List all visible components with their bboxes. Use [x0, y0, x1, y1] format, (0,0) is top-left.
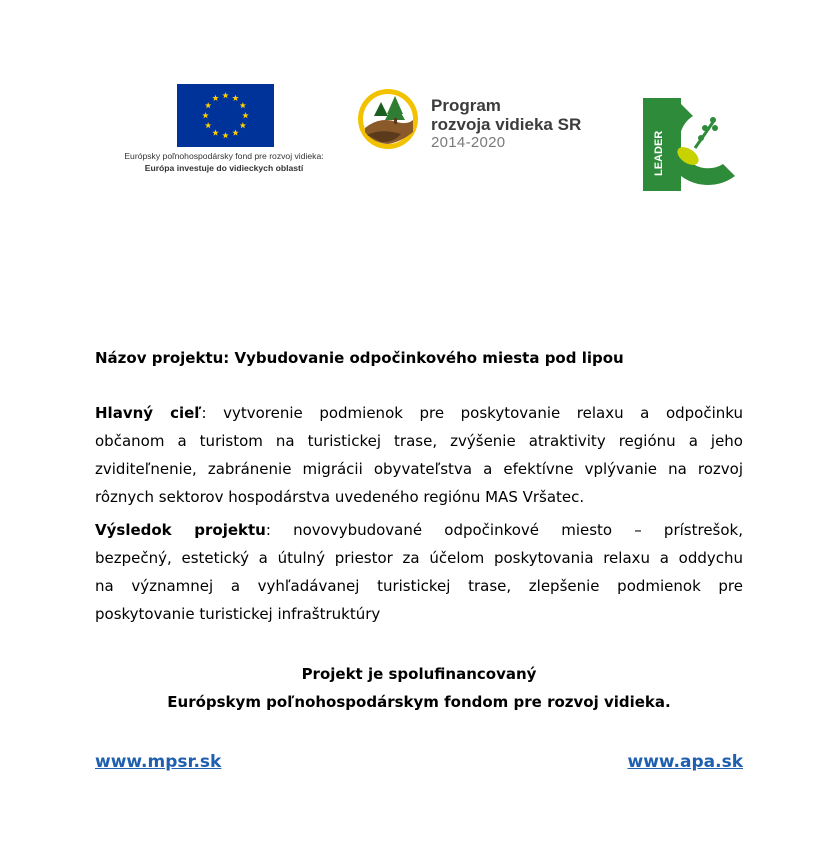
- goal-label: Hlavný cieľ: [95, 404, 202, 422]
- result-line-1: Výsledok projektu: novovybudované odpočinkové miesto – prístrešok,: [95, 521, 743, 539]
- result-line-2: bezpečný, estetický a útulný priestor za účelom poskytovania relaxu a oddychu: [95, 549, 743, 567]
- funding-line-2: Európskym poľnohospodárskym fondom pre rozvoj vidieka.: [167, 693, 671, 711]
- leader-label: LEADER: [653, 130, 665, 176]
- funding-statement: [95, 660, 743, 716]
- prv-line2: rozvoja vidieka SR: [431, 115, 582, 134]
- prv-line3: 2014-2020: [431, 134, 506, 151]
- project-title: [95, 344, 743, 372]
- leader-logo-icon: [643, 98, 738, 191]
- apa-link[interactable]: www.apa.sk: [627, 752, 743, 772]
- eu-caption-line1: Európsky poľnohospodársky fond pre rozvoj vidieka:: [124, 151, 324, 161]
- project-title-label: Názov projektu:: [95, 349, 230, 367]
- goal-line-3: zviditeľnenie, zabránenie migrácii obyvateľstva a efektívne vplývanie na rozvoj: [95, 460, 743, 478]
- project-result: [95, 516, 743, 628]
- prv-emblem-icon: [357, 88, 419, 150]
- funding-line-1: Projekt je spolufinancovaný: [301, 665, 537, 683]
- result-line-3: na významnej a vyhľadávanej turistickej trase, zlepšenie podmienok pre: [95, 577, 743, 595]
- result-label: Výsledok projektu: [95, 521, 266, 539]
- mpsr-link[interactable]: www.mpsr.sk: [95, 752, 222, 772]
- prv-line1: Program: [431, 96, 501, 115]
- project-goal: [95, 399, 743, 511]
- project-title-value: Vybudovanie odpočinkového miesta pod lipou: [229, 349, 624, 367]
- eu-flag-icon: [177, 84, 274, 147]
- result-line-4: poskytovanie turistickej infraštruktúry: [95, 605, 381, 623]
- goal-line-1: Hlavný cieľ: vytvorenie podmienok pre poskytovanie relaxu a odpočinku: [95, 404, 743, 422]
- eu-caption-line2: Európa investuje do vidieckych oblastí: [144, 163, 304, 173]
- prv-logo: [357, 88, 617, 154]
- goal-line-2: občanom a turistom na turistickej trase, zvýšenie atraktivity regiónu a jeho: [95, 432, 743, 450]
- goal-line-4: rôznych sektorov hospodárstva uvedeného regiónu MAS Vršatec.: [95, 488, 585, 506]
